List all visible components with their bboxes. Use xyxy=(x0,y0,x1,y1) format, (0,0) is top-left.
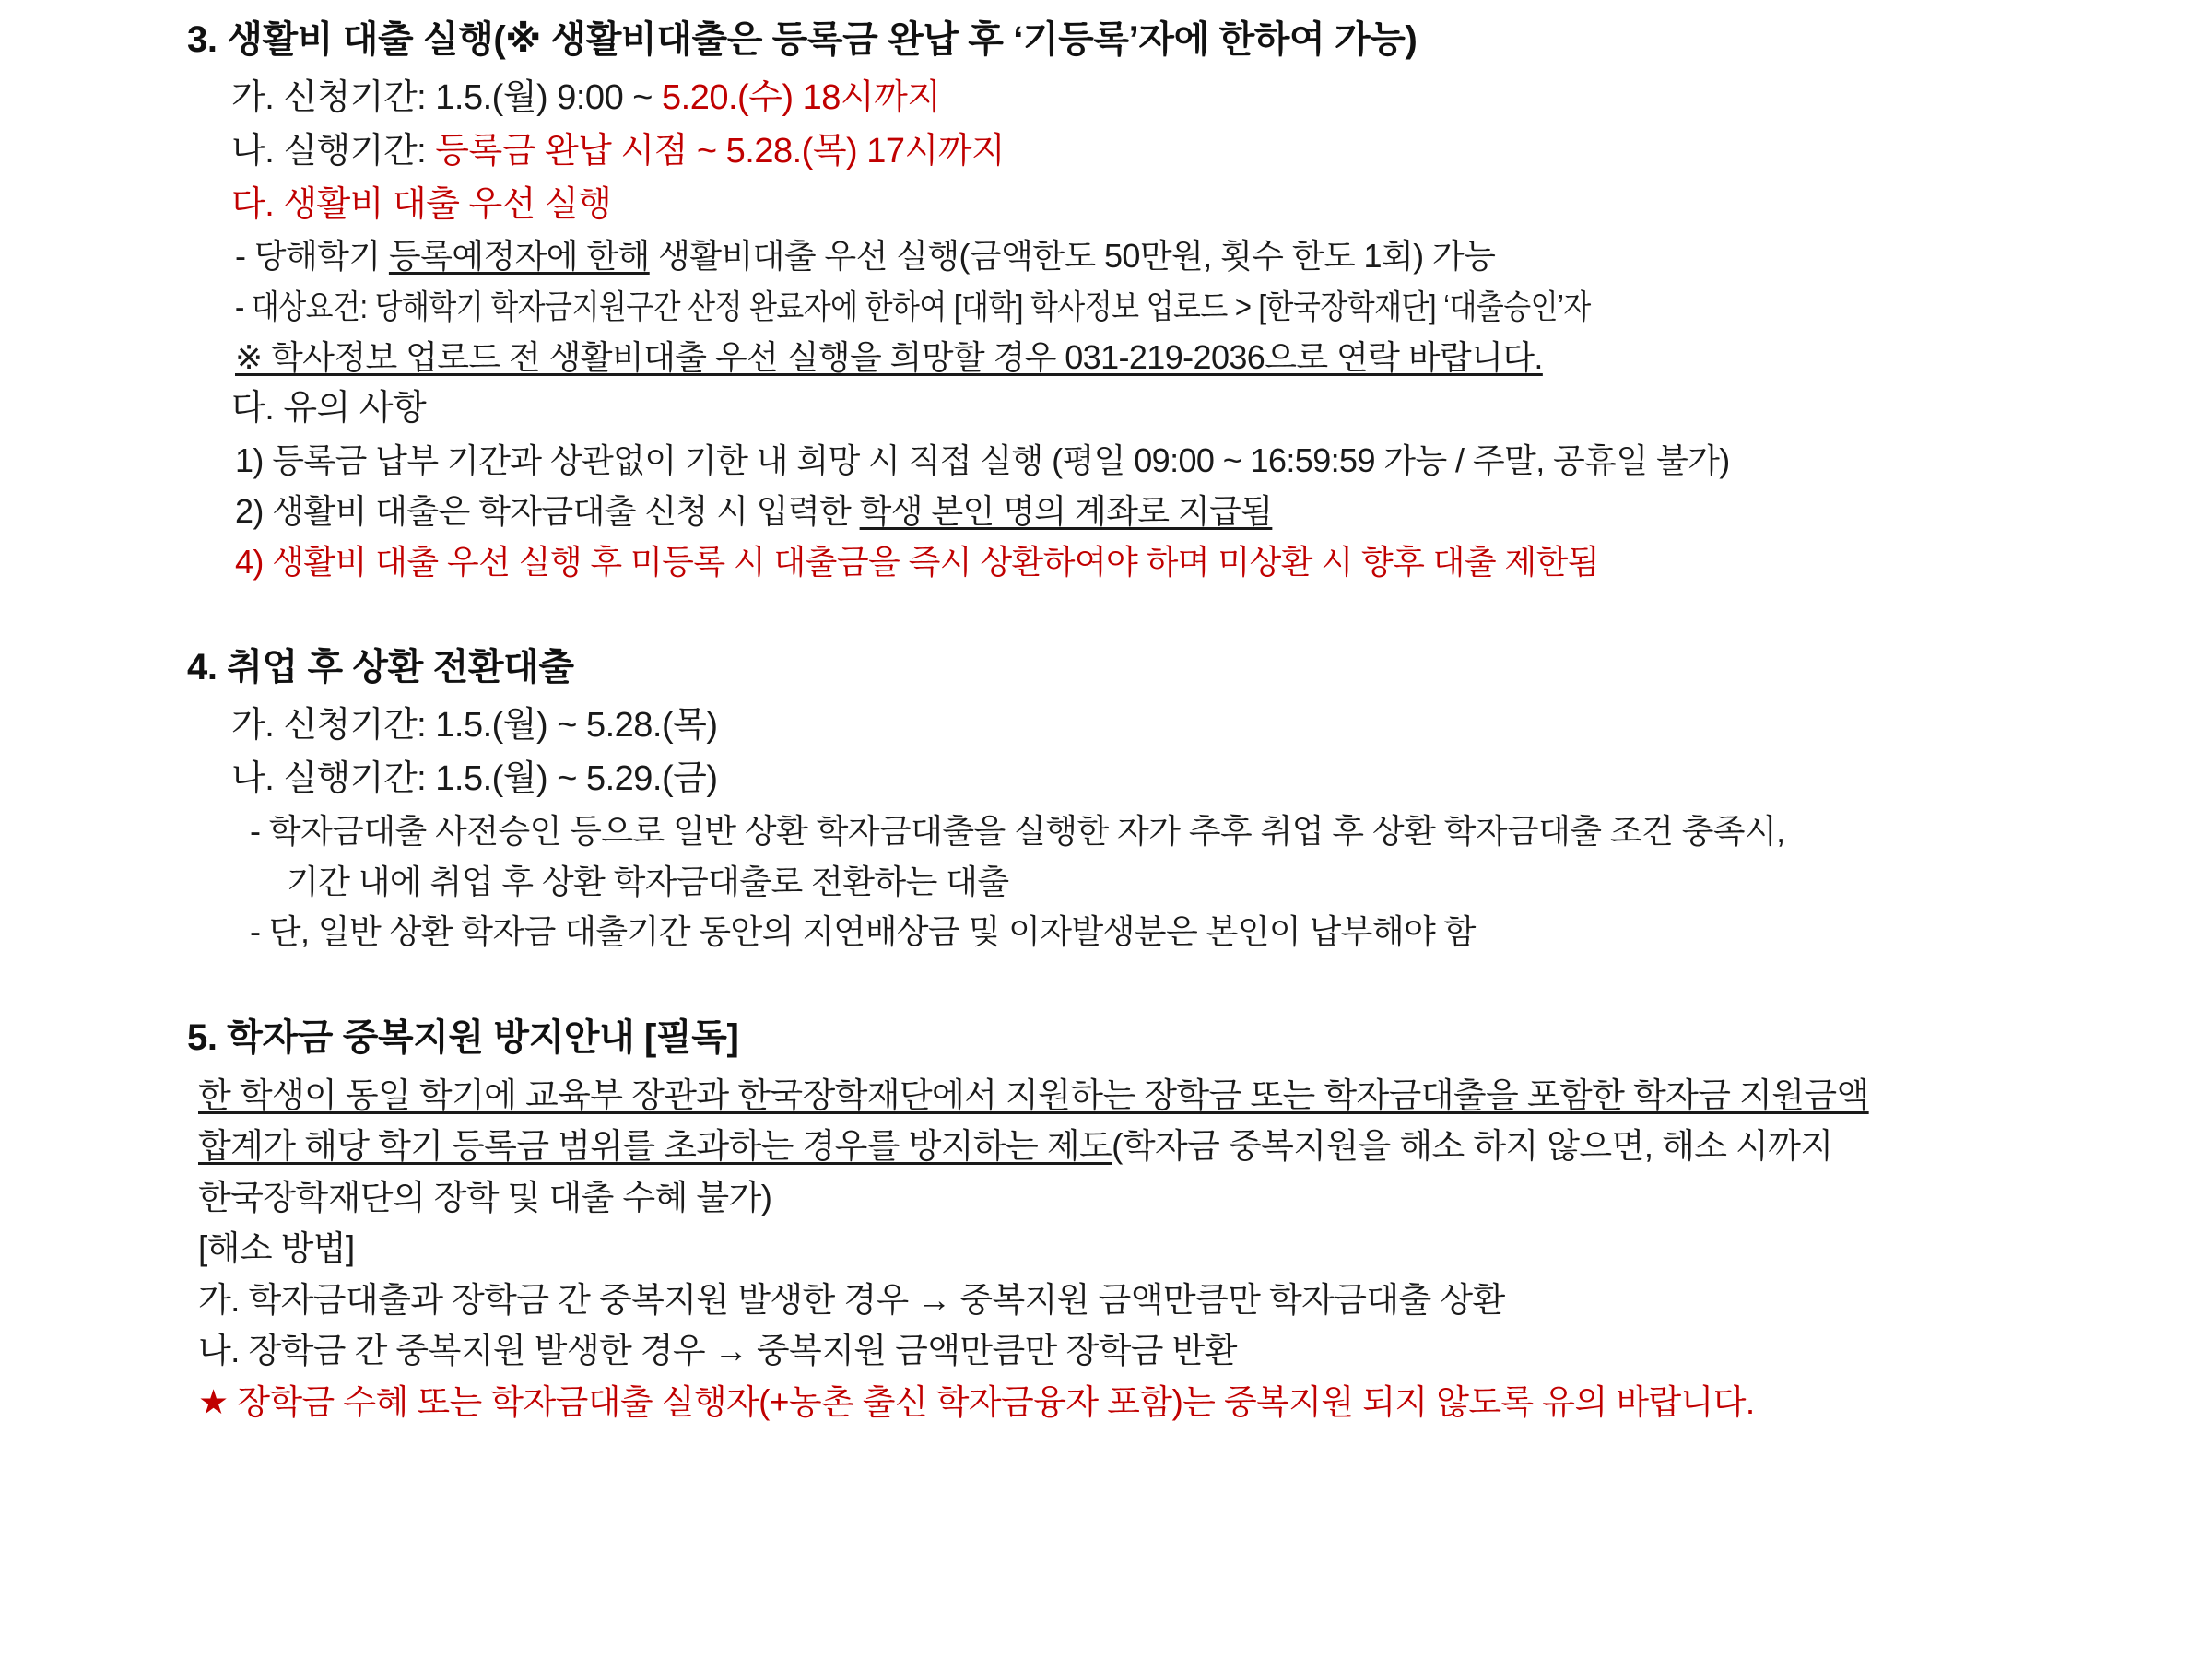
section-4-title: 4. 취업 후 상환 전환대출 xyxy=(187,647,574,688)
section-3-item-c-2-text: - 대상요건: 당해학기 학자금지원구간 산정 완료자에 한하여 [대학] 학사정보 업로드 > [한국장학재단] ‘대출승인’자 xyxy=(235,287,1591,325)
section-5-body-line-2-rest: (학자금 중복지원을 해소 하지 않으면, 해소 시까지 xyxy=(1112,1127,1833,1166)
section-5-body-line-2-underlined: 합계가 해당 학기 등록금 범위를 초과하는 경우를 방지하는 제도 xyxy=(198,1127,1112,1166)
section-5-star-note-text: 장학금 수혜 또는 학자금대출 실행자(+농촌 출신 학자금융자 포함)는 중복지원 되지 않도록 유의 바랍니다. xyxy=(237,1382,1755,1421)
section-4 xyxy=(187,640,2147,957)
section-5-star-note xyxy=(198,1377,2147,1428)
section-3-item-a-text: 1.5.(월) 9:00 ~ xyxy=(435,78,653,117)
section-4-item-a: 가. 신청기간: 1.5.(월) ~ 5.28.(목) xyxy=(231,706,718,746)
section-3-item-c-1-underlined: 등록예정자에 한해 xyxy=(388,237,650,276)
section-3-item-a-deadline: 5.20.(수) 18시까지 xyxy=(662,78,941,117)
section-5-body-line-2 xyxy=(198,1121,2147,1172)
section-5-title: 5. 학자금 중복지원 방지안내 [필독] xyxy=(187,1016,739,1058)
section-3-item-d-2 xyxy=(235,487,2147,537)
section-3 xyxy=(187,13,2147,587)
section-3-item-a xyxy=(231,72,2147,125)
section-3-item-c-note-text: ※ 학사정보 업로드 전 생활비대출 우선 실행을 희망할 경우 031-219-2036으로 연락 바랍니다. xyxy=(235,337,1543,376)
section-3-item-b-label: 나. 실행기간: xyxy=(231,131,427,170)
star-icon: ★ xyxy=(198,1382,229,1421)
section-3-item-d-2-underlined: 학생 본인 명의 계좌로 지급됨 xyxy=(859,491,1273,530)
section-3-item-c-2 xyxy=(235,282,2147,333)
section-3-item-d-title: 다. 유의 사항 xyxy=(231,389,427,429)
section-5-body-line-1 xyxy=(198,1070,2147,1122)
section-3-item-c-title: 다. 생활비 대출 우선 실행 xyxy=(231,184,612,224)
section-3-item-b-deadline: 등록금 완납 시점 ~ 5.28.(목) 17시까지 xyxy=(435,131,1006,170)
section-4-item-b: 나. 실행기간: 1.5.(월) ~ 5.29.(금) xyxy=(231,759,718,799)
section-5 xyxy=(187,1011,2147,1428)
section-5-method-label: [해소 방법] xyxy=(198,1229,355,1268)
section-5-method-b: 나. 장학금 간 중복지원 발생한 경우 → 중복지원 금액만큼만 장학금 반환 xyxy=(198,1332,1237,1370)
section-3-title: 3. 생활비 대출 실행(※ 생활비대출은 등록금 완납 후 ‘기등록’자에 한하여 가능) xyxy=(187,19,1418,60)
section-3-item-d-1: 1) 등록금 납부 기간과 상관없이 기한 내 희망 시 직접 실행 (평일 09:00 ~ 16:59:59 가능 / 주말, 공휴일 불가) xyxy=(235,441,1730,480)
section-3-item-c-1-pre: - 당해학기 xyxy=(235,237,381,276)
spacer-section-4-5 xyxy=(198,957,2147,1011)
section-5-body-line-3: 한국장학재단의 장학 및 대출 수혜 불가) xyxy=(198,1178,772,1216)
section-5-method-a: 가. 학자금대출과 장학금 간 중복지원 발생한 경우 → 중복지원 금액만큼만 학자금대출 상환 xyxy=(198,1280,1505,1319)
section-3-item-c-1 xyxy=(235,231,2147,282)
section-3-item-c-note xyxy=(235,333,2147,383)
spacer-section-3-4 xyxy=(198,587,2147,640)
section-3-item-d-2-pre: 2) 생활비 대출은 학자금대출 신청 시 입력한 xyxy=(235,491,852,530)
section-5-body-line-1-text: 한 학생이 동일 학기에 교육부 장관과 한국장학재단에서 지원하는 장학금 또는 학자금대출을 포함한 학자금 지원금액 xyxy=(198,1075,1869,1114)
section-3-item-b xyxy=(231,125,2147,179)
section-3-item-d-4: 4) 생활비 대출 우선 실행 후 미등록 시 대출금을 즉시 상환하여야 하며 미상환 시 향후 대출 제한됨 xyxy=(235,542,1599,581)
section-4-bullet-2: - 단, 일반 상환 학자금 대출기간 동안의 지연배상금 및 이자발생분은 본인이 납부해야 함 xyxy=(250,912,1476,951)
section-4-bullet-1-line-2: 기간 내에 취업 후 상환 학자금대출로 전환하는 대출 xyxy=(287,862,1009,900)
section-3-item-c-1-post: 생활비대출 우선 실행(금액한도 50만원, 횟수 한도 1회) 가능 xyxy=(658,237,1496,276)
section-3-item-a-label: 가. 신청기간: xyxy=(231,78,427,117)
section-4-bullet-1-line-1: - 학자금대출 사전승인 등으로 일반 상환 학자금대출을 실행한 자가 추후 취업 후 상환 학자금대출 조건 충족시, xyxy=(250,811,1785,850)
